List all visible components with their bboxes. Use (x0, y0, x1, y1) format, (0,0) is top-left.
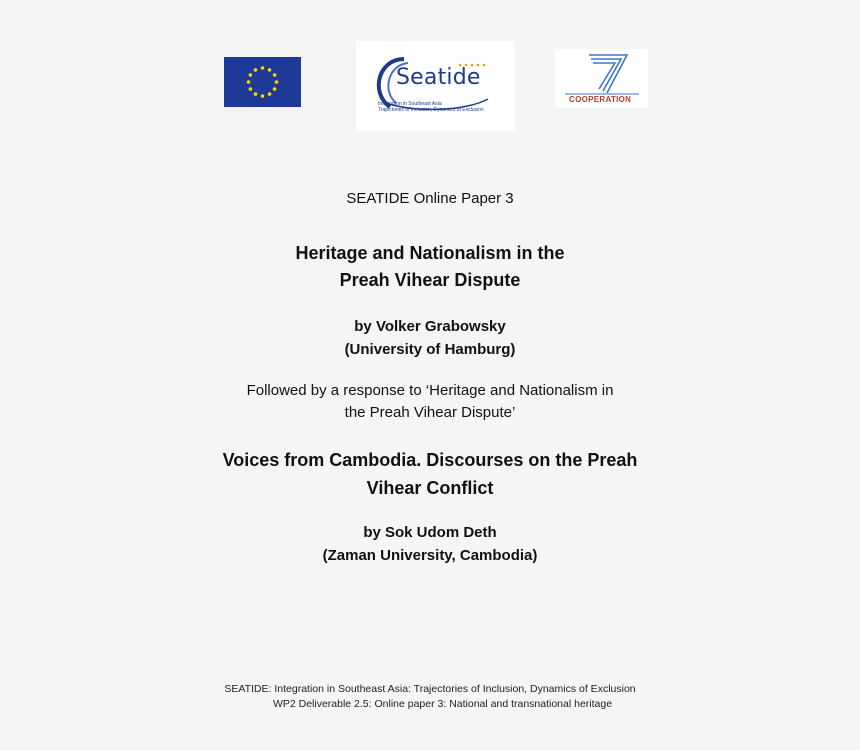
series-label: SEATIDE Online Paper 3 (346, 190, 514, 207)
seatide-wordmark: Seatide (396, 65, 481, 90)
response-author-name: by Sok Udom Deth (363, 524, 497, 541)
footer-line2: WP2 Deliverable 2.5: Online paper 3: National and transnational heritage (272, 698, 613, 710)
cooperation-label: COOPERATION (569, 95, 632, 104)
response-author (0, 521, 860, 567)
seatide-tagline: Integration in Southeast Asia Trajectories of Inclusion, Dynamics of Exclusion (378, 101, 484, 113)
response-title-line2: Vihear Conflict (366, 478, 494, 498)
paper-title-line2: Preah Vihear Dispute (339, 270, 521, 290)
page-footer (0, 682, 860, 712)
eu-flag-icon (224, 57, 301, 107)
response-note-line2: the Preah Vihear Dispute’ (344, 404, 516, 421)
footer-line1: SEATIDE: Integration in Southeast Asia: Trajectories of Inclusion, Dynamics of Exclusion (224, 683, 636, 695)
response-note (0, 380, 860, 424)
author-affiliation: (University of Hamburg) (344, 341, 516, 358)
response-author-affiliation: (Zaman University, Cambodia) (322, 547, 538, 564)
paper-title-line1: Heritage and Nationalism in the (295, 243, 565, 263)
seatide-logo (356, 41, 515, 131)
response-note-line1: Followed by a response to ‘Heritage and Nationalism in (246, 382, 614, 399)
fp7-cooperation-logo (555, 49, 648, 108)
paper-title (0, 240, 860, 294)
response-title-line1: Voices from Cambodia. Discourses on the Preah (222, 450, 638, 470)
author-name: by Volker Grabowsky (354, 318, 506, 335)
response-title (0, 446, 860, 502)
paper-author (0, 315, 860, 361)
